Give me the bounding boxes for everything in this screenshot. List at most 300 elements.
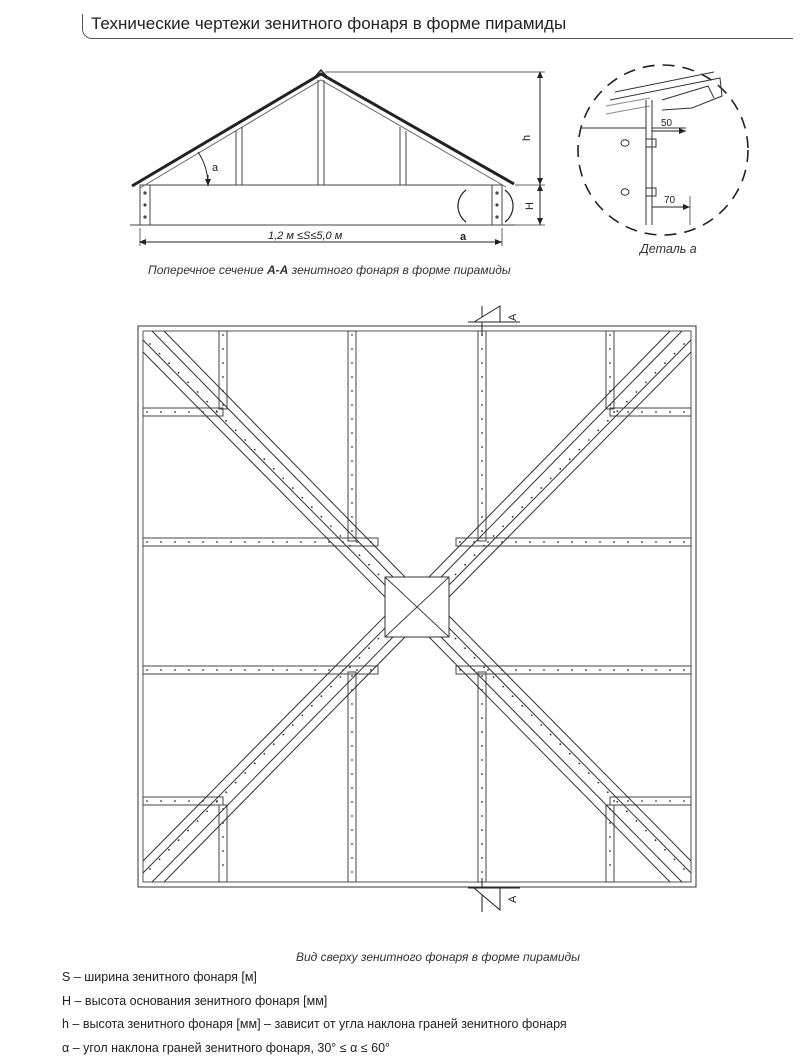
rivet-dot	[300, 669, 302, 671]
rivet-dot	[599, 669, 601, 671]
rivet-dot	[202, 541, 204, 543]
rivet-dot	[557, 541, 559, 543]
rivet-dot	[244, 772, 246, 774]
rivet-dot	[481, 801, 483, 803]
rivet-dot	[664, 849, 666, 851]
rivet-dot	[301, 497, 303, 499]
rivet-dot	[627, 669, 629, 671]
detail-marker-label: a	[460, 231, 467, 243]
rivet-dot	[540, 724, 542, 726]
rivet-dot	[168, 362, 170, 364]
rivet-dot	[351, 488, 353, 490]
rivet-dot	[225, 791, 227, 793]
rivet-dot	[254, 449, 256, 451]
rivet-dot	[351, 815, 353, 817]
rivet-dot	[254, 763, 256, 765]
rivet-dot	[481, 759, 483, 761]
rivet-dot	[146, 541, 148, 543]
rivet-dot	[286, 669, 288, 671]
detail-dim-50: 50	[661, 118, 673, 129]
rivet-dot	[636, 820, 638, 822]
rivet-dot	[683, 800, 685, 802]
rivet-dot	[512, 695, 514, 697]
rivet-dot	[174, 411, 176, 413]
rivet-dot	[351, 446, 353, 448]
rivet-dot	[149, 868, 151, 870]
rivet-dot	[664, 362, 666, 364]
rivet-dot	[609, 334, 611, 336]
rivet-dot	[609, 836, 611, 838]
rivet-dot	[258, 669, 260, 671]
rivet-dot	[502, 686, 504, 688]
rivet-dot	[187, 382, 189, 384]
rivet-dot	[481, 362, 483, 364]
rivet-dot	[481, 773, 483, 775]
rivet-dot	[222, 334, 224, 336]
rivet-dot	[340, 676, 342, 678]
rivet-dot	[351, 675, 353, 677]
rivet-dot	[230, 541, 232, 543]
rivet-dot	[683, 541, 685, 543]
rivet-dot	[282, 734, 284, 736]
rivet-dot	[569, 458, 571, 460]
rivet-dot	[351, 717, 353, 719]
rivet-dot	[206, 401, 208, 403]
rivet-dot	[481, 334, 483, 336]
rivet-dot	[149, 343, 151, 345]
rivet-dot	[512, 516, 514, 518]
rivet-dot	[328, 669, 330, 671]
rivet-dot	[225, 420, 227, 422]
rivet-dot	[311, 705, 313, 707]
rivet-dot	[540, 487, 542, 489]
rivet-dot	[351, 376, 353, 378]
rivet-dot	[529, 669, 531, 671]
rivet-dot	[599, 541, 601, 543]
rivet-dot	[481, 488, 483, 490]
rivet-dot	[626, 811, 628, 813]
rivet-dot	[493, 676, 495, 678]
rivet-dot	[197, 391, 199, 393]
rivet-dot	[464, 647, 466, 649]
rivet-dot	[559, 743, 561, 745]
rivet-dot	[286, 541, 288, 543]
rivet-dot	[655, 411, 657, 413]
rivet-dot	[609, 362, 611, 364]
legend-item-h: h – высота зенитного фонаря [мм] – зависит от угла наклона граней зенитного фонаря	[62, 1017, 567, 1041]
section-roof	[132, 74, 514, 186]
rivet-dot	[473, 669, 475, 671]
rivet-dot	[342, 541, 344, 543]
legend	[62, 970, 567, 1064]
rivet-dot	[330, 526, 332, 528]
rivet-dot	[543, 669, 545, 671]
rivet-dot	[459, 669, 461, 671]
rivet-dot	[351, 773, 353, 775]
rivet-dot	[351, 703, 353, 705]
rivet-dot	[351, 516, 353, 518]
rivet-dot	[222, 822, 224, 824]
rivet-dot	[282, 478, 284, 480]
rivet-dot	[674, 859, 676, 861]
rivet-dot	[645, 830, 647, 832]
rivet-dot	[627, 411, 629, 413]
rivet-dot	[351, 362, 353, 364]
rivet-dot	[351, 731, 353, 733]
rivet-dot	[320, 695, 322, 697]
rivet-dot	[609, 850, 611, 852]
rivet-dot	[669, 541, 671, 543]
rivet-dot	[222, 808, 224, 810]
cut-label-top: A	[507, 313, 519, 321]
rivet-dot	[272, 669, 274, 671]
rivet-dot	[481, 460, 483, 462]
rivet-dot	[559, 468, 561, 470]
legend-item-alpha: α – угол наклона граней зенитного фонаря, 30° ≤ α ≤ 60°	[62, 1041, 567, 1064]
rivet-dot	[216, 410, 218, 412]
rivet-dot	[481, 474, 483, 476]
rivet-dot	[206, 811, 208, 813]
rivet-dot	[273, 743, 275, 745]
rivet-dot	[481, 432, 483, 434]
rivet-dot	[529, 541, 531, 543]
rivet-dot	[641, 800, 643, 802]
rivet-dot	[230, 669, 232, 671]
rivet-dot	[174, 800, 176, 802]
section-caption-suffix: зенитного фонаря в форме пирамиды	[288, 263, 510, 277]
rivet-dot	[481, 731, 483, 733]
rivet-dot	[481, 829, 483, 831]
rivet-dot	[222, 376, 224, 378]
rivet-dot	[292, 487, 294, 489]
rivet-dot	[531, 497, 533, 499]
rivet-dot	[160, 669, 162, 671]
rivet-dot	[178, 839, 180, 841]
rivet-dot	[222, 362, 224, 364]
rivet-dot	[626, 401, 628, 403]
rivet-dot	[521, 506, 523, 508]
rivet-dot	[669, 669, 671, 671]
rivet-dot	[569, 753, 571, 755]
h-label: h	[521, 135, 533, 141]
rivet-dot	[655, 372, 657, 374]
rivet-dot	[645, 382, 647, 384]
rivet-dot	[300, 541, 302, 543]
rivet-dot	[487, 669, 489, 671]
rivet-dot	[160, 800, 162, 802]
detail-view	[578, 65, 748, 235]
rivet-dot	[481, 717, 483, 719]
rivet-dot	[216, 669, 218, 671]
rivet-dot	[368, 564, 370, 566]
rivet-dot	[609, 822, 611, 824]
rivet-dot	[597, 782, 599, 784]
rivet-dot	[474, 554, 476, 556]
rivet-dot	[188, 541, 190, 543]
rivet-dot	[244, 669, 246, 671]
rivet-dot	[351, 530, 353, 532]
rivet-dot	[641, 669, 643, 671]
rivet-dot	[616, 410, 618, 412]
rivet-dot	[202, 411, 204, 413]
rivet-dots	[146, 334, 685, 873]
rivet-dot	[368, 647, 370, 649]
rivet-dot	[351, 334, 353, 336]
rivet-dot	[222, 864, 224, 866]
alpha-label: a	[212, 162, 219, 174]
rivet-dot	[351, 801, 353, 803]
rivet-dot	[146, 669, 148, 671]
rivet-dot	[588, 772, 590, 774]
rivet-dot	[487, 541, 489, 543]
rivet-dot	[481, 502, 483, 504]
rivet-dot	[378, 638, 380, 640]
detail-circle	[578, 65, 748, 235]
rivet-dot	[351, 689, 353, 691]
section-caption	[148, 263, 511, 277]
rivet-dot	[320, 516, 322, 518]
rivet-dot	[351, 787, 353, 789]
rivet-dot	[222, 390, 224, 392]
rivet-dot	[521, 705, 523, 707]
rivet-dot	[159, 353, 161, 355]
rivet-dot	[609, 390, 611, 392]
rivet-dot	[202, 669, 204, 671]
rivet-dot	[222, 850, 224, 852]
rivet-dot	[481, 530, 483, 532]
rivet-dot	[655, 839, 657, 841]
rivet-dot	[263, 458, 265, 460]
section-base	[140, 185, 502, 225]
cross-section	[130, 70, 545, 246]
rivet-dot	[351, 390, 353, 392]
rivet-dot	[502, 526, 504, 528]
rivet-dot	[481, 703, 483, 705]
rivet-dot	[588, 439, 590, 441]
rivet-dot	[550, 478, 552, 480]
rivet-dot	[370, 541, 372, 543]
rivet-dot	[481, 675, 483, 677]
rivet-dot	[483, 545, 485, 547]
rivet-dot	[474, 657, 476, 659]
rivet-dot	[292, 724, 294, 726]
rivet-dot	[244, 541, 246, 543]
rivet-dot	[655, 669, 657, 671]
rivet-dot	[493, 535, 495, 537]
rivet-dot	[609, 348, 611, 350]
rivet-dot	[597, 430, 599, 432]
rivet-dot	[235, 782, 237, 784]
section-caption-prefix: Поперечное сечение	[148, 263, 267, 277]
rivet-dot	[168, 849, 170, 851]
base-bolts	[143, 191, 498, 218]
rivet-dot	[178, 372, 180, 374]
rivet-dot	[613, 669, 615, 671]
rivet-dot	[188, 800, 190, 802]
rivet-dot	[481, 348, 483, 350]
rivet-dot	[340, 535, 342, 537]
rivet-dot	[613, 411, 615, 413]
rivet-dot	[501, 541, 503, 543]
rivet-dot	[349, 667, 351, 669]
rivet-dot	[669, 800, 671, 802]
rivet-dot	[655, 541, 657, 543]
rivet-dot	[146, 411, 148, 413]
rivet-dot	[481, 446, 483, 448]
rivet-dot	[627, 800, 629, 802]
rivet-dot	[481, 857, 483, 859]
rivet-dot	[351, 348, 353, 350]
rivet-dot	[342, 669, 344, 671]
rivet-dot	[459, 541, 461, 543]
rivet-dot	[159, 859, 161, 861]
rivet-dot	[481, 418, 483, 420]
rivet-dot	[609, 404, 611, 406]
rivet-dot	[585, 541, 587, 543]
rivet-dot	[571, 541, 573, 543]
rivet-dot	[188, 669, 190, 671]
rivet-dot	[531, 715, 533, 717]
rivet-dot	[609, 376, 611, 378]
rivet-dot	[683, 669, 685, 671]
rivet-dot	[613, 800, 615, 802]
rivet-dot	[351, 843, 353, 845]
rivet-dot	[481, 516, 483, 518]
rivet-dot	[351, 759, 353, 761]
rivet-dot	[655, 800, 657, 802]
rivet-dot	[550, 734, 552, 736]
rivet-dot	[674, 353, 676, 355]
rivet-dot	[160, 541, 162, 543]
span-label: 1,2 м ≤S≤5,0 м	[268, 230, 343, 242]
rivet-dot	[481, 871, 483, 873]
rivet-dot	[356, 541, 358, 543]
rivet-dot	[349, 545, 351, 547]
rivet-dot	[351, 460, 353, 462]
rivet-dot	[351, 871, 353, 873]
cut-marker-bottom	[468, 878, 520, 912]
rivet-dot	[222, 404, 224, 406]
rivet-dot	[330, 686, 332, 688]
rivet-dot	[571, 669, 573, 671]
rivet-dot	[483, 667, 485, 669]
rivet-dot	[627, 541, 629, 543]
rivet-dot	[187, 830, 189, 832]
rivet-dot	[473, 541, 475, 543]
rivet-dot	[578, 763, 580, 765]
rivet-dot	[301, 715, 303, 717]
detail-caption: Деталь a	[640, 242, 697, 256]
rivet-dot	[216, 541, 218, 543]
rivet-dot	[481, 689, 483, 691]
rivet-dot	[351, 829, 353, 831]
rivet-dot	[607, 420, 609, 422]
rivet-dot	[235, 430, 237, 432]
top-view	[138, 306, 696, 912]
rivet-dot	[359, 554, 361, 556]
rivet-dot	[481, 843, 483, 845]
rivet-dot	[481, 815, 483, 817]
rivet-dot	[543, 541, 545, 543]
rivet-dot	[515, 669, 517, 671]
rivet-dot	[464, 564, 466, 566]
rivet-dot	[202, 800, 204, 802]
rivet-dot	[641, 541, 643, 543]
rivet-dot	[314, 541, 316, 543]
page-title: Технические чертежи зенитного фонаря в форме пирамиды	[91, 14, 566, 34]
rivet-dot	[359, 657, 361, 659]
rivet-dot	[609, 864, 611, 866]
rivet-dot	[263, 753, 265, 755]
rivet-dot	[683, 343, 685, 345]
rivet-dot	[683, 868, 685, 870]
rivet-dot	[557, 669, 559, 671]
rivet-dot	[636, 391, 638, 393]
detail-dim-70: 70	[664, 195, 676, 206]
top-view-caption: Вид сверху зенитного фонаря в форме пирамиды	[296, 950, 580, 964]
rivet-dot	[351, 432, 353, 434]
rivet-dot	[160, 411, 162, 413]
rivet-dot	[351, 404, 353, 406]
rivet-dot	[515, 541, 517, 543]
rivet-dot	[613, 541, 615, 543]
rivet-dot	[272, 541, 274, 543]
rivet-dot	[481, 390, 483, 392]
rivet-dot	[455, 574, 457, 576]
rivet-dot	[481, 745, 483, 747]
rivet-dot	[222, 348, 224, 350]
rivet-dot	[378, 574, 380, 576]
rivet-dot	[174, 541, 176, 543]
legend-item-H: H – высота основания зенитного фонаря [мм]	[62, 994, 567, 1018]
legend-item-S: S – ширина зенитного фонаря [м]	[62, 970, 567, 994]
rivet-dot	[481, 376, 483, 378]
rivet-dot	[351, 745, 353, 747]
rivet-dot	[244, 439, 246, 441]
rivet-dot	[351, 857, 353, 859]
rivet-dot	[578, 449, 580, 451]
rivet-dot	[351, 502, 353, 504]
rivet-dot	[481, 404, 483, 406]
rivet-dot	[351, 418, 353, 420]
rivet-dot	[669, 411, 671, 413]
rivet-dot	[609, 808, 611, 810]
rivet-dot	[683, 411, 685, 413]
rivet-dot	[222, 836, 224, 838]
rivet-dot	[455, 638, 457, 640]
rivet-dot	[641, 411, 643, 413]
rivet-dot	[311, 506, 313, 508]
rivet-dot	[273, 468, 275, 470]
rivet-dot	[585, 669, 587, 671]
rivet-dot	[188, 411, 190, 413]
rivet-dot	[607, 791, 609, 793]
H-label: H	[524, 202, 536, 210]
rivet-dot	[501, 669, 503, 671]
rivet-dot	[197, 820, 199, 822]
rivet-dot	[370, 669, 372, 671]
rivet-dot	[356, 669, 358, 671]
rivet-dot	[328, 541, 330, 543]
rivet-dot	[146, 800, 148, 802]
rivet-dot	[174, 669, 176, 671]
rivet-dot	[314, 669, 316, 671]
rivet-dot	[216, 801, 218, 803]
rivet-dot	[481, 787, 483, 789]
section-caption-bold: A-A	[267, 263, 288, 277]
rivet-dot	[616, 801, 618, 803]
cut-label-bottom: A	[507, 895, 519, 903]
